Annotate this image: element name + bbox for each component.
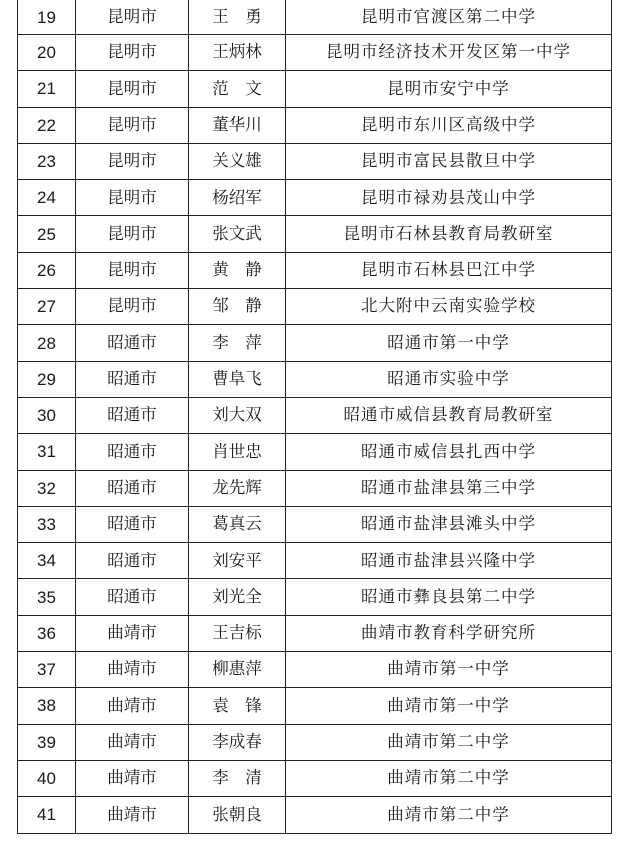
table-row — [18, 0, 612, 35]
person-name-cell: 张文武 — [189, 216, 286, 252]
table-row — [18, 760, 612, 796]
city-cell: 曲靖市 — [76, 724, 189, 760]
table-row — [18, 216, 612, 252]
person-name-cell: 柳惠萍 — [189, 652, 286, 688]
school-cell: 北大附中云南实验学校 — [286, 289, 612, 325]
roster-table-body — [18, 0, 612, 833]
table-row — [18, 434, 612, 470]
person-name-cell: 黄 静 — [189, 252, 286, 288]
person-name-cell: 王吉标 — [189, 615, 286, 651]
city-cell: 昭通市 — [76, 397, 189, 433]
person-name-cell: 李成春 — [189, 724, 286, 760]
city-cell: 昭通市 — [76, 325, 189, 361]
person-name-cell: 王炳林 — [189, 35, 286, 71]
row-number-cell: 41 — [18, 797, 76, 833]
city-cell: 昭通市 — [76, 434, 189, 470]
person-name-cell: 董华川 — [189, 107, 286, 143]
school-cell: 昆明市禄劝县茂山中学 — [286, 180, 612, 216]
table-row — [18, 543, 612, 579]
person-name-cell: 刘安平 — [189, 543, 286, 579]
city-cell: 昆明市 — [76, 143, 189, 179]
school-cell: 昆明市官渡区第二中学 — [286, 0, 612, 35]
table-row — [18, 470, 612, 506]
row-number-cell: 24 — [18, 180, 76, 216]
city-cell: 昭通市 — [76, 361, 189, 397]
person-name-cell: 范 文 — [189, 71, 286, 107]
row-number-cell: 38 — [18, 688, 76, 724]
city-cell: 昭通市 — [76, 543, 189, 579]
city-cell: 昆明市 — [76, 289, 189, 325]
school-cell: 昭通市威信县教育局教研室 — [286, 397, 612, 433]
person-name-cell: 刘光全 — [189, 579, 286, 615]
table-row — [18, 615, 612, 651]
school-cell: 昆明市石林县巴江中学 — [286, 252, 612, 288]
table-row — [18, 652, 612, 688]
row-number-cell: 39 — [18, 724, 76, 760]
school-cell: 昭通市第一中学 — [286, 325, 612, 361]
school-cell: 昭通市盐津县兴隆中学 — [286, 543, 612, 579]
person-name-cell: 张朝良 — [189, 797, 286, 833]
row-number-cell: 22 — [18, 107, 76, 143]
school-cell: 昭通市盐津县滩头中学 — [286, 506, 612, 542]
row-number-cell: 21 — [18, 71, 76, 107]
roster-table — [17, 0, 612, 834]
table-row — [18, 252, 612, 288]
school-cell: 昆明市石林县教育局教研室 — [286, 216, 612, 252]
table-row — [18, 361, 612, 397]
row-number-cell: 35 — [18, 579, 76, 615]
school-cell: 昆明市富民县散旦中学 — [286, 143, 612, 179]
row-number-cell: 27 — [18, 289, 76, 325]
city-cell: 昆明市 — [76, 107, 189, 143]
city-cell: 昭通市 — [76, 506, 189, 542]
table-row — [18, 397, 612, 433]
person-name-cell: 肖世忠 — [189, 434, 286, 470]
row-number-cell: 40 — [18, 760, 76, 796]
city-cell: 昆明市 — [76, 71, 189, 107]
city-cell: 昆明市 — [76, 35, 189, 71]
row-number-cell: 26 — [18, 252, 76, 288]
school-cell: 曲靖市第一中学 — [286, 652, 612, 688]
school-cell: 曲靖市第一中学 — [286, 688, 612, 724]
person-name-cell: 李 清 — [189, 760, 286, 796]
city-cell: 昭通市 — [76, 579, 189, 615]
school-cell: 曲靖市教育科学研究所 — [286, 615, 612, 651]
table-row — [18, 71, 612, 107]
school-cell: 昭通市彝良县第二中学 — [286, 579, 612, 615]
city-cell: 曲靖市 — [76, 615, 189, 651]
person-name-cell: 邹 静 — [189, 289, 286, 325]
city-cell: 昆明市 — [76, 0, 189, 35]
person-name-cell: 袁 锋 — [189, 688, 286, 724]
row-number-cell: 28 — [18, 325, 76, 361]
row-number-cell: 36 — [18, 615, 76, 651]
table-row — [18, 797, 612, 833]
school-cell: 昭通市实验中学 — [286, 361, 612, 397]
row-number-cell: 23 — [18, 143, 76, 179]
person-name-cell: 王 勇 — [189, 0, 286, 35]
city-cell: 曲靖市 — [76, 760, 189, 796]
row-number-cell: 34 — [18, 543, 76, 579]
person-name-cell: 刘大双 — [189, 397, 286, 433]
table-row — [18, 724, 612, 760]
table-row — [18, 579, 612, 615]
city-cell: 昆明市 — [76, 216, 189, 252]
person-name-cell: 关义雄 — [189, 143, 286, 179]
school-cell: 昭通市威信县扎西中学 — [286, 434, 612, 470]
roster-table-container — [17, 0, 611, 834]
row-number-cell: 32 — [18, 470, 76, 506]
school-cell: 曲靖市第二中学 — [286, 760, 612, 796]
row-number-cell: 30 — [18, 397, 76, 433]
school-cell: 昆明市东川区高级中学 — [286, 107, 612, 143]
city-cell: 曲靖市 — [76, 652, 189, 688]
school-cell: 昆明市安宁中学 — [286, 71, 612, 107]
city-cell: 昆明市 — [76, 180, 189, 216]
table-row — [18, 107, 612, 143]
school-cell: 曲靖市第二中学 — [286, 724, 612, 760]
person-name-cell: 李 萍 — [189, 325, 286, 361]
person-name-cell: 曹阜飞 — [189, 361, 286, 397]
table-row — [18, 688, 612, 724]
row-number-cell: 29 — [18, 361, 76, 397]
city-cell: 曲靖市 — [76, 688, 189, 724]
row-number-cell: 25 — [18, 216, 76, 252]
row-number-cell: 33 — [18, 506, 76, 542]
school-cell: 曲靖市第二中学 — [286, 797, 612, 833]
person-name-cell: 龙先辉 — [189, 470, 286, 506]
city-cell: 曲靖市 — [76, 797, 189, 833]
school-cell: 昆明市经济技术开发区第一中学 — [286, 35, 612, 71]
person-name-cell: 杨绍军 — [189, 180, 286, 216]
school-cell: 昭通市盐津县第三中学 — [286, 470, 612, 506]
table-row — [18, 325, 612, 361]
row-number-cell: 19 — [18, 0, 76, 35]
table-row — [18, 180, 612, 216]
city-cell: 昭通市 — [76, 470, 189, 506]
table-row — [18, 35, 612, 71]
table-row — [18, 143, 612, 179]
table-row — [18, 289, 612, 325]
row-number-cell: 31 — [18, 434, 76, 470]
row-number-cell: 37 — [18, 652, 76, 688]
table-row — [18, 506, 612, 542]
person-name-cell: 葛真云 — [189, 506, 286, 542]
row-number-cell: 20 — [18, 35, 76, 71]
city-cell: 昆明市 — [76, 252, 189, 288]
